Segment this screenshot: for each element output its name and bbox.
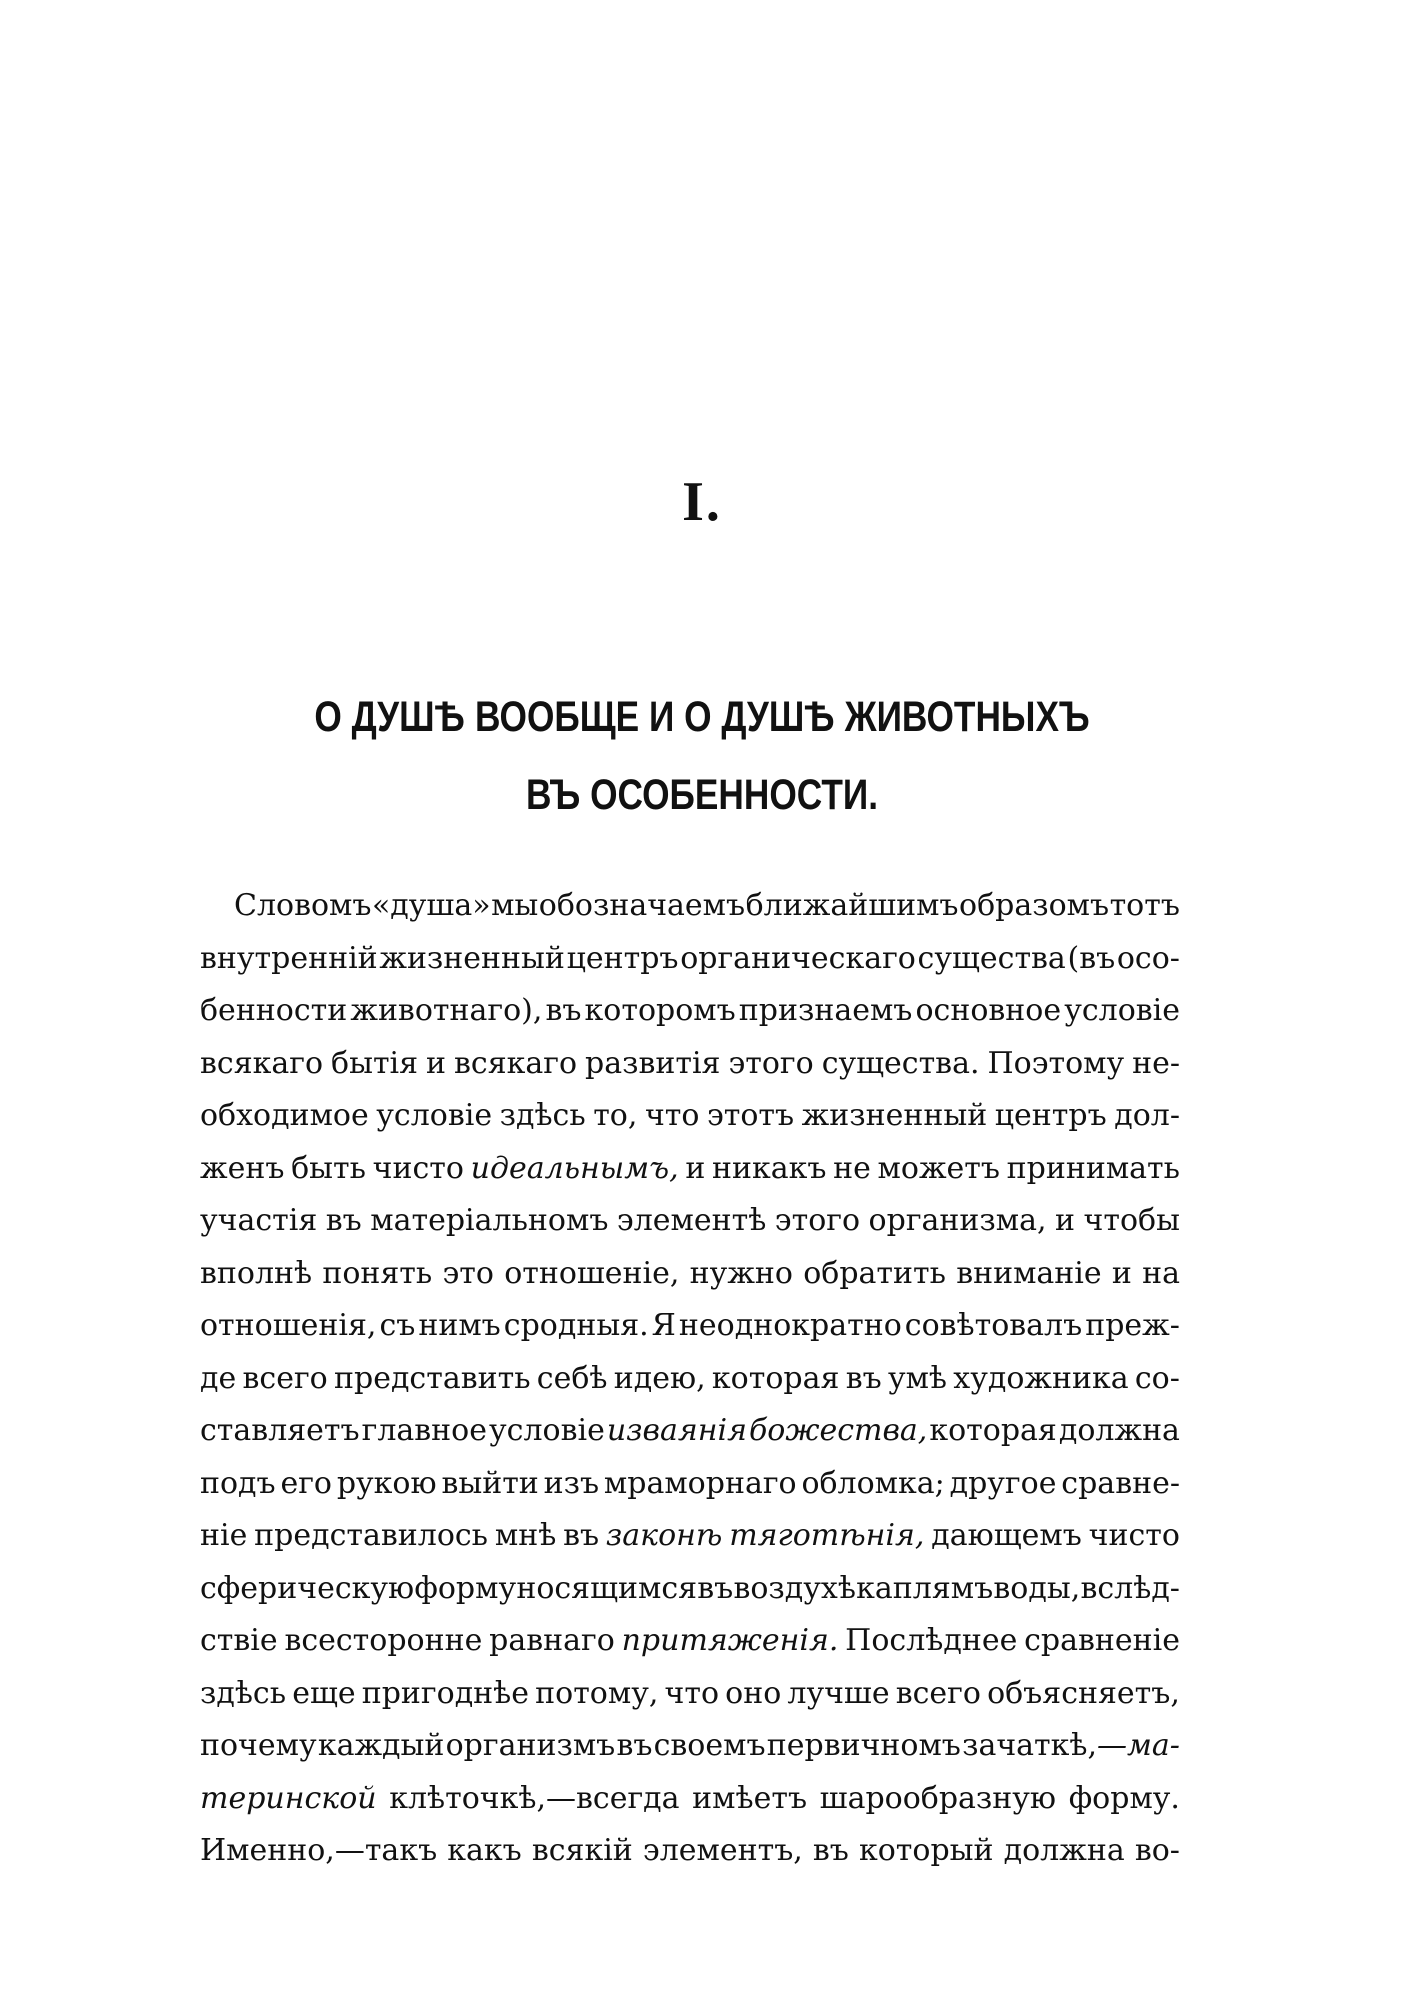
word: бенности <box>200 993 348 1028</box>
word: другое <box>949 1465 1057 1501</box>
word: носящимся <box>516 1570 698 1606</box>
word: условіе <box>376 1098 493 1133</box>
word: организма, <box>868 1203 1047 1238</box>
word: чтобы <box>1083 1203 1180 1238</box>
word: всесторонне <box>284 1623 483 1658</box>
word: которая <box>711 1360 840 1396</box>
word: имѣетъ <box>692 1780 808 1816</box>
text-line <box>200 1195 1180 1248</box>
word: рукою <box>336 1465 437 1501</box>
word: божества, <box>748 1413 928 1448</box>
chapter-title-line-1: О ДУШѢ ВООБЩЕ И О ДУШѢ ЖИВОТНЫХЪ <box>314 693 1090 741</box>
word: выйти <box>441 1465 539 1501</box>
word: обходимое <box>200 1098 369 1133</box>
word: всего <box>895 1675 981 1711</box>
word: объясняетъ, <box>987 1675 1180 1711</box>
word: нужно <box>689 1255 793 1291</box>
word: ближайшимъ <box>745 888 959 923</box>
word: что <box>664 1675 720 1711</box>
text-line <box>200 1458 1180 1511</box>
word: пригоднѣе <box>361 1675 530 1711</box>
text-line <box>200 1563 1180 1616</box>
word: сравне- <box>1061 1465 1180 1501</box>
word: существа. <box>821 1045 980 1081</box>
word: жизненный <box>801 1098 988 1133</box>
word: дол- <box>1114 1098 1180 1133</box>
text-line <box>200 880 1180 933</box>
word: обратить <box>803 1255 946 1291</box>
word: тотъ <box>1109 888 1180 923</box>
word: отношеніе, <box>504 1255 680 1291</box>
word: условіе <box>489 1413 605 1448</box>
word: всякій <box>531 1833 633 1868</box>
word: существа <box>917 940 1066 976</box>
word: клѣточкѣ,—всегда <box>389 1780 680 1816</box>
word: осо- <box>1116 940 1180 976</box>
word: въ <box>563 1518 600 1553</box>
text-line <box>200 1405 1180 1458</box>
word: мы <box>491 888 539 923</box>
word: обозначаемъ <box>538 888 746 923</box>
word: вполнѣ <box>200 1255 313 1291</box>
word: жизненный <box>379 940 565 976</box>
word: быть <box>291 1150 366 1186</box>
word: должна <box>1003 1833 1125 1868</box>
word: умѣ <box>887 1360 948 1396</box>
text-line <box>200 1668 1180 1721</box>
word: элементѣ <box>616 1203 767 1238</box>
word: развитія <box>585 1045 721 1081</box>
text-line <box>200 933 1180 986</box>
word: своемъ <box>653 1728 766 1763</box>
word: «душа» <box>371 888 491 923</box>
word: каждый <box>317 1728 445 1763</box>
word: не- <box>1132 1045 1180 1081</box>
word: лучше <box>787 1675 890 1711</box>
word: образомъ <box>959 888 1110 923</box>
word: воздухѣ <box>733 1570 856 1606</box>
word: бытія <box>331 1045 419 1081</box>
word: со- <box>1134 1360 1180 1396</box>
text-line <box>200 1825 1180 1878</box>
word: равнаго <box>489 1623 615 1658</box>
word: животнаго), <box>350 993 543 1028</box>
text-line <box>200 1720 1180 1773</box>
text-line <box>200 1090 1180 1143</box>
text-line <box>200 1143 1180 1196</box>
word: въ <box>545 993 582 1028</box>
word: подъ <box>200 1465 276 1501</box>
word: съ <box>379 1308 416 1343</box>
word: ніе <box>200 1518 248 1553</box>
body-text <box>200 880 1180 1878</box>
word: признаемъ <box>738 993 913 1028</box>
word: въ <box>325 1203 362 1238</box>
word: во- <box>1134 1833 1180 1868</box>
word: вниманіе <box>956 1255 1102 1291</box>
word: и <box>1111 1255 1132 1291</box>
word: женъ <box>200 1150 285 1186</box>
word: художника <box>953 1360 1129 1396</box>
word: элементъ, <box>642 1833 803 1868</box>
word: что <box>644 1098 700 1133</box>
word: ставляетъ <box>200 1413 360 1448</box>
word: который <box>859 1833 994 1868</box>
word: Послѣднее <box>845 1623 1018 1658</box>
word: которая <box>929 1413 1057 1448</box>
word: которомъ <box>584 993 736 1028</box>
word: совѣтовалъ <box>904 1308 1083 1343</box>
word: на <box>1142 1255 1180 1291</box>
word: центръ <box>566 940 679 976</box>
word: не <box>833 1150 871 1186</box>
word: сферическую <box>200 1570 415 1606</box>
word: вслѣд- <box>1080 1570 1180 1606</box>
chapter-title-line-2: ВЪ ОСОБЕННОСТИ. <box>525 771 879 819</box>
text-line <box>200 1615 1180 1668</box>
word: идею, <box>613 1360 706 1396</box>
word: потому, <box>535 1675 659 1711</box>
word: въ <box>812 1833 849 1868</box>
word: въ <box>845 1360 882 1396</box>
word: представилось <box>254 1518 489 1553</box>
word: всего <box>242 1360 328 1396</box>
text-line <box>200 1038 1180 1091</box>
word: тяготѣнія, <box>729 1518 925 1553</box>
word: можетъ <box>877 1150 1000 1186</box>
word: нимъ <box>418 1308 501 1343</box>
word: Именно,—такъ <box>200 1833 438 1868</box>
word: должна <box>1058 1413 1180 1448</box>
word: оно <box>725 1675 782 1711</box>
word: почему <box>200 1728 317 1763</box>
word: участія <box>200 1203 318 1238</box>
word: основное <box>915 993 1062 1028</box>
word: внутренній <box>200 940 378 976</box>
word: представить <box>334 1360 531 1396</box>
word: мнѣ <box>494 1518 557 1553</box>
word: центръ <box>994 1098 1107 1133</box>
word: здѣсь <box>200 1675 287 1711</box>
word: и <box>1055 1203 1076 1238</box>
word: организмъ <box>445 1728 616 1763</box>
word: форму. <box>1068 1780 1180 1816</box>
word: органическаго <box>680 940 916 976</box>
word: обломка; <box>801 1465 945 1501</box>
text-line <box>200 1353 1180 1406</box>
word: матеріальномъ <box>370 1203 609 1238</box>
text-line <box>200 1248 1180 1301</box>
word: то, <box>593 1098 638 1133</box>
word: первичномъ <box>766 1728 961 1763</box>
word: принимать <box>1006 1150 1180 1186</box>
word: преж- <box>1085 1308 1180 1343</box>
word: дающемъ <box>931 1518 1082 1553</box>
word: всякаго <box>454 1045 578 1081</box>
word: Поэтому <box>987 1045 1125 1081</box>
chapter-title <box>126 678 1277 834</box>
word: форму <box>414 1570 517 1606</box>
word: шарообразную <box>819 1780 1057 1816</box>
text-line <box>200 1300 1180 1353</box>
word: воды, <box>993 1570 1081 1606</box>
word: неоднократно <box>678 1308 902 1343</box>
word: и <box>685 1150 706 1186</box>
word: этого <box>728 1045 814 1081</box>
word: какъ <box>447 1833 522 1868</box>
word: притяженія. <box>621 1623 839 1658</box>
word: Я <box>651 1308 676 1343</box>
word: этого <box>774 1203 861 1238</box>
text-line <box>200 985 1180 1038</box>
word: идеальнымъ, <box>470 1150 679 1186</box>
word: изваянія <box>606 1413 747 1448</box>
word: сродныя. <box>503 1308 649 1343</box>
text-line <box>200 1510 1180 1563</box>
word: чисто <box>372 1150 464 1186</box>
word: теринской <box>200 1780 377 1816</box>
word: этотъ <box>706 1098 795 1133</box>
word: де <box>200 1360 237 1396</box>
word: (въ <box>1067 940 1116 976</box>
word: каплямъ <box>856 1570 994 1606</box>
word: въ <box>616 1728 653 1763</box>
text-line <box>200 1773 1180 1826</box>
word: въ <box>697 1570 734 1606</box>
word: понять <box>322 1255 433 1291</box>
word: ствіе <box>200 1623 278 1658</box>
word: еще <box>292 1675 356 1711</box>
word: всякаго <box>200 1045 324 1081</box>
word: законѣ <box>605 1518 723 1553</box>
word: условіе <box>1064 993 1180 1028</box>
word: изъ <box>543 1465 600 1501</box>
word: здѣсь <box>499 1098 586 1133</box>
word: никакъ <box>711 1150 827 1186</box>
word: мраморнаго <box>603 1465 797 1501</box>
word: это <box>442 1255 494 1291</box>
word: и <box>426 1045 447 1081</box>
word: зачаткѣ,—ма- <box>962 1728 1180 1763</box>
word: его <box>280 1465 332 1501</box>
word: отношенія, <box>200 1308 377 1343</box>
word: чисто <box>1088 1518 1180 1553</box>
word: Словомъ <box>234 888 372 923</box>
word: главное <box>361 1413 487 1448</box>
chapter-number: I. <box>682 471 722 533</box>
word: себѣ <box>536 1360 608 1396</box>
word: сравненіе <box>1024 1623 1180 1658</box>
